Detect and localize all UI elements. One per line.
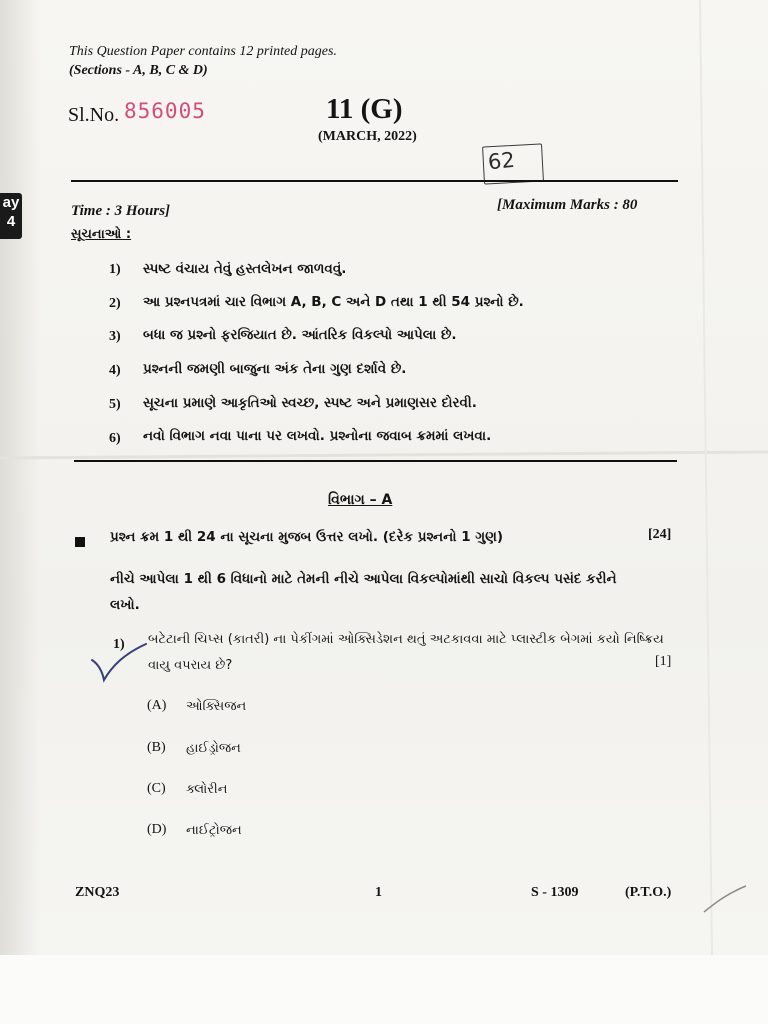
header-divider [71,180,678,182]
pen-stroke-mark-icon [700,880,750,920]
exam-date: (MARCH, 2022) [318,129,417,144]
instruction-number: 3) [109,329,121,344]
question-marks: [1] [655,654,672,669]
handwritten-tick-icon [90,640,150,685]
option-text: ઓક્સિજન [186,699,247,714]
serial-number: 856005 [124,99,206,123]
instruction-number: 1) [109,262,121,277]
option-text: હાઈડ્રોજન [186,741,241,756]
instruction-text: બધા જ પ્રશ્નો ફરજિયાત છે. આંતરિક વિકલ્પો આપેલા છે. [143,327,457,343]
question-text-line-2: વાયુ વપરાય છે? [148,658,233,673]
instructions-heading: સૂચનાઓ : [71,227,132,242]
footer-pto: (P.T.O.) [625,885,672,900]
paper-code: 11 (G) [326,93,403,125]
sections-note: (Sections - A, B, C & D) [69,63,208,78]
pages-note: This Question Paper contains 12 printed pages. [69,44,337,59]
instruction-number: 2) [109,296,121,311]
side-tab-text-2: 4 [6,213,16,230]
instruction-number: 5) [109,397,121,412]
option-label: (B) [147,740,166,755]
option-label: (A) [147,698,167,713]
option-label: (C) [147,781,166,796]
option-text: નાઈટ્રોજન [186,823,242,838]
question-text-line-1: બટેટાની ચિપ્સ (કાતરી) ના પેકીંગમાં ઓક્સિડેશન થતું અટકાવવા માટે પ્લાસ્ટીક બેગમાં કયો નિષ્ક્રિય [148,632,664,647]
footer-page-number: 1 [375,885,382,900]
option-text: ક્લોરીન [186,782,228,797]
instruction-number: 4) [109,363,121,378]
time-duration: Time : 3 Hours] [71,203,171,219]
instruction-text: પ્રશ્નની જમણી બાજુના અંક તેના ગુણ દર્શાવે છે. [143,361,407,377]
section-a-title: વિભાગ – A [328,492,393,508]
sub-instruction-line-2: લખો. [110,597,140,613]
question-number: 1) [113,637,125,652]
section-marks: [24] [648,527,672,542]
side-tab-text-1: ay [2,194,20,211]
instruction-text: આ પ્રશ્નપત્રમાં ચાર વિભાગ A, B, C અને D તથા 1 થી 54 પ્રશ્નો છે. [143,294,524,310]
instruction-number: 6) [109,431,121,446]
instruction-text: સ્પષ્ટ વંચાય તેવું હસ્તલેખન જાળવવું. [143,261,347,277]
instructions-divider [74,460,677,462]
footer-paper-code: ZNQ23 [75,885,120,900]
maximum-marks: [Maximum Marks : 80 [497,197,638,213]
side-tab-marker [0,193,22,239]
sub-instruction-line-1: નીચે આપેલા 1 થી 6 વિધાનો માટે તેમની નીચે આપેલા વિકલ્પોમાંથી સાચો વિકલ્પ પસંદ કરીને [110,571,617,587]
section-instruction: પ્રશ્ન ક્રમ 1 થી 24 ના સૂચના મુજબ ઉત્તર લખો. (દરેક પ્રશ્નનો 1 ગુણ) [110,529,504,545]
instruction-text: સૂચના પ્રમાણે આકૃતિઓ સ્વચ્છ, સ્પષ્ટ અને પ્રમાણસર દોરવી. [143,395,477,411]
handwritten-marks-scored: 62 [486,147,516,175]
option-label: (D) [147,822,167,837]
square-bullet-icon [75,537,85,547]
serial-label: Sl.No. [68,104,120,126]
scan-bottom-margin [0,955,768,1024]
footer-subject-code: S - 1309 [531,885,579,900]
instruction-text: નવો વિભાગ નવા પાના પર લખવો. પ્રશ્નોના જવાબ ક્રમમાં લખવા. [143,428,492,444]
